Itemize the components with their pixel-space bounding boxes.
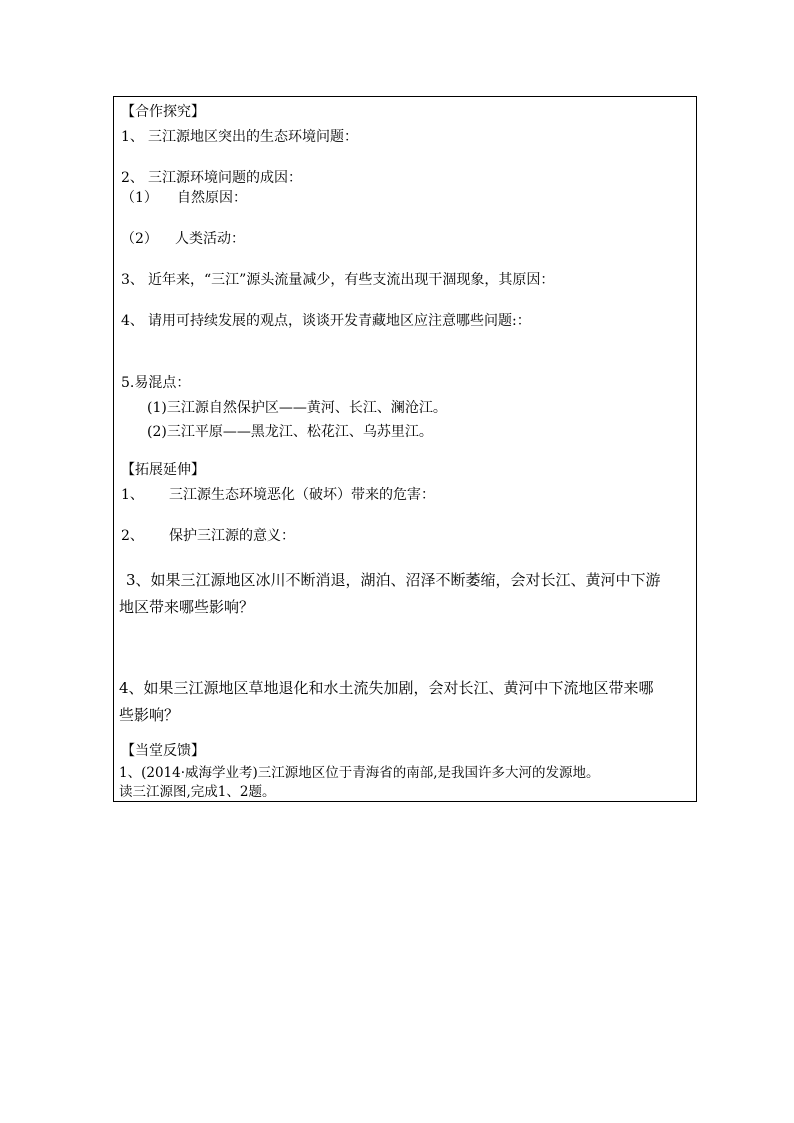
q2-number: 2、 bbox=[121, 170, 144, 186]
ext-q1-number: 1、 bbox=[121, 487, 144, 503]
q4-number: 4、 bbox=[121, 313, 144, 329]
fb-q1-line2: 读三江源图,完成1、2题。 bbox=[119, 784, 276, 800]
ext-q1-text: 三江源生态环境恶化（破坏）带来的危害： bbox=[169, 487, 435, 503]
ext-q3-line2: 地区带来哪些影响？ bbox=[119, 598, 255, 616]
q4-text: 请用可持续发展的观点，谈谈开发青藏地区应注意哪些问题:： bbox=[148, 313, 531, 329]
section-heading-tuozhan: 【拓展延伸】 bbox=[121, 462, 205, 478]
q2b-text: 人类活动： bbox=[175, 231, 245, 247]
ext-q4-line1: 4、如果三江源地区草地退化和水土流失加剧，会对长江、黄河中下流地区带来哪 bbox=[119, 679, 654, 697]
fb-q1-line1: 1、(2014·威海学业考)三江源地区位于青海省的南部,是我国许多大河的发源地。 bbox=[119, 765, 600, 781]
ext-q2-number: 2、 bbox=[121, 528, 144, 544]
q5b-text: (2)三江平原——黑龙江、松花江、乌苏里江。 bbox=[147, 424, 433, 440]
ext-q2-text: 保护三江源的意义： bbox=[169, 528, 295, 544]
q1-number: 1、 bbox=[121, 129, 144, 145]
q3-text: 近年来，“三江”源头流量减少，有些支流出现干涸现象，其原因： bbox=[148, 272, 555, 288]
q2-text: 三江源环境问题的成因： bbox=[148, 170, 302, 186]
q5-text: 5.易混点： bbox=[121, 375, 191, 391]
q3-number: 3、 bbox=[121, 272, 144, 288]
q2a-number: （1） bbox=[121, 190, 158, 206]
q2b-number: （2） bbox=[121, 231, 158, 247]
q1-text: 三江源地区突出的生态环境问题： bbox=[148, 129, 358, 145]
q2a-text: 自然原因： bbox=[177, 190, 247, 206]
ext-q4-line2: 些影响？ bbox=[119, 706, 180, 724]
section-heading-dangtang: 【当堂反馈】 bbox=[121, 743, 205, 759]
section-heading-hezuo: 【合作探究】 bbox=[121, 104, 205, 120]
q5a-text: (1)三江源自然保护区——黄河、长江、澜沧江。 bbox=[147, 400, 447, 416]
ext-q3-line1: 3、如果三江源地区冰川不断消退，湖泊、沼泽不断萎缩，会对长江、黄河中下游 bbox=[126, 571, 661, 589]
